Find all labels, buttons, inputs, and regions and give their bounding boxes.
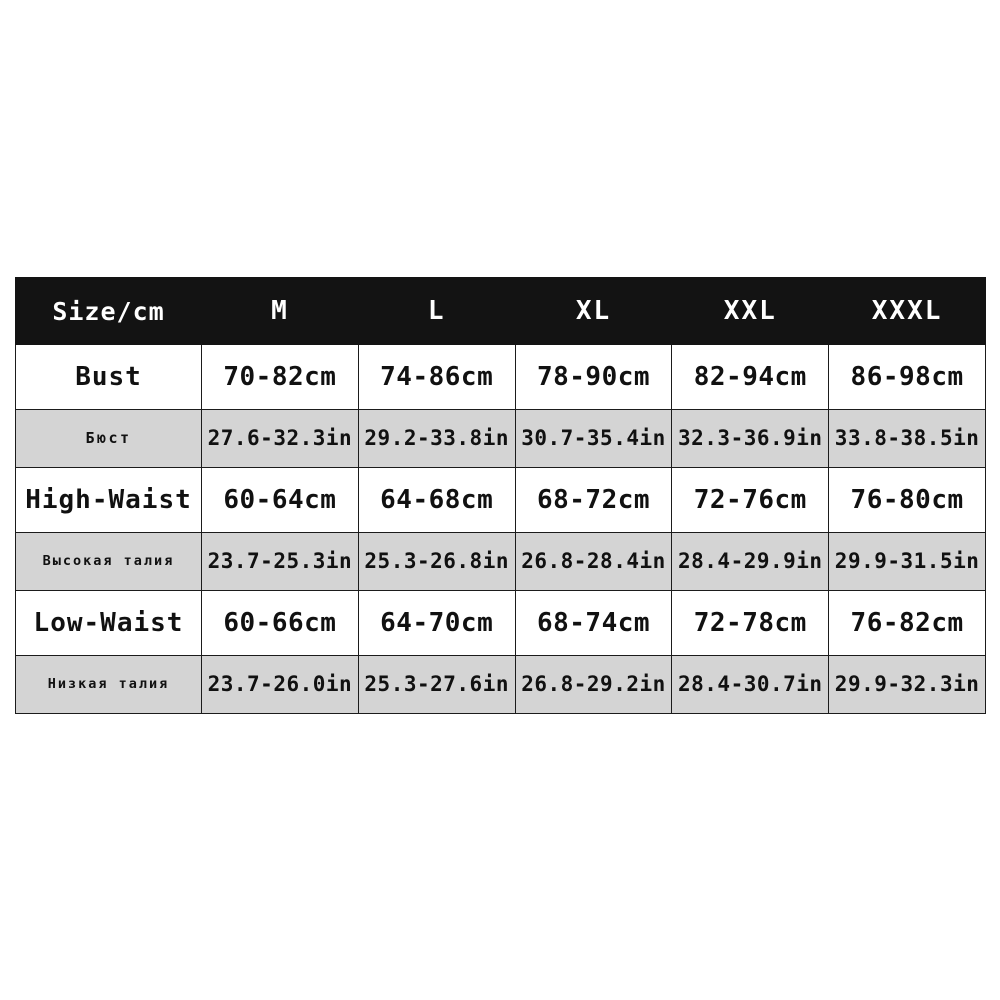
cell-value: 60-66cm: [223, 608, 337, 638]
cell-value: 70-82cm: [223, 362, 337, 392]
cell-value: 29.2-33.8in: [364, 426, 509, 450]
cell-value: 25.3-26.8in: [364, 549, 509, 573]
cell-value: 26.8-28.4in: [521, 549, 666, 573]
table-row: [16, 656, 986, 714]
cell-value: 26.8-29.2in: [521, 672, 666, 696]
cell-value: 23.7-25.3in: [207, 549, 353, 573]
cell-value: 68-72cm: [536, 485, 651, 515]
cell-value: 29.9-31.5in: [834, 549, 980, 573]
column-header-size-label: Size/cm: [52, 296, 165, 326]
column-header-xl-label: XL: [575, 296, 612, 326]
cell-value: 82-94cm: [693, 362, 807, 392]
cell-value: 33.8-38.5in: [834, 426, 980, 450]
cell-value: 64-68cm: [380, 485, 494, 515]
cell-high-waist-cm-xl: [515, 468, 672, 533]
cell-value: 64-70cm: [380, 608, 494, 638]
column-header-m: [202, 278, 359, 345]
cell-low-waist-cm-xl: [515, 591, 672, 656]
row-label-high-waist-in: [16, 533, 202, 591]
size-chart-container: [15, 277, 985, 714]
cell-low-waist-cm-m: [202, 591, 359, 656]
cell-value: 30.7-35.4in: [521, 426, 666, 450]
column-header-xxl-label: XXL: [723, 296, 777, 326]
table-header-row: [16, 278, 986, 345]
cell-value: 32.3-36.9in: [678, 426, 823, 450]
column-header-xxxl: [829, 278, 986, 345]
row-label-text: Бюст: [85, 429, 132, 447]
table-row: [16, 591, 986, 656]
cell-low-waist-cm-xxxl: [829, 591, 986, 656]
cell-bust-cm-xl: [515, 345, 672, 410]
cell-value: 60-64cm: [223, 485, 337, 515]
cell-value: 74-86cm: [380, 362, 494, 392]
size-chart-table: [15, 277, 986, 714]
row-label-text: Low-Waist: [33, 608, 184, 638]
row-label-text: High-Waist: [25, 485, 192, 515]
cell-bust-in-xl: [515, 410, 672, 468]
cell-value: 29.9-32.3in: [834, 672, 980, 696]
row-label-text: Низкая талия: [47, 675, 170, 692]
cell-low-waist-in-xl: [515, 656, 672, 714]
cell-bust-in-xxxl: [829, 410, 986, 468]
cell-low-waist-in-xxl: [672, 656, 829, 714]
row-label-bust-cm: [16, 345, 202, 410]
cell-value: 27.6-32.3in: [207, 426, 353, 450]
column-header-l: [358, 278, 515, 345]
row-label-text: Высокая талия: [42, 552, 175, 569]
cell-high-waist-cm-xxl: [672, 468, 829, 533]
cell-value: 78-90cm: [536, 362, 651, 392]
row-label-bust-in: [16, 410, 202, 468]
row-label-high-waist-cm: [16, 468, 202, 533]
cell-bust-cm-m: [202, 345, 359, 410]
cell-bust-in-m: [202, 410, 359, 468]
row-label-low-waist-in: [16, 656, 202, 714]
cell-high-waist-in-xxxl: [829, 533, 986, 591]
row-label-low-waist-cm: [16, 591, 202, 656]
cell-high-waist-cm-l: [358, 468, 515, 533]
cell-value: 25.3-27.6in: [364, 672, 509, 696]
column-header-xxxl-label: XXXL: [871, 296, 943, 326]
cell-bust-in-xxl: [672, 410, 829, 468]
cell-value: 28.4-29.9in: [678, 549, 823, 573]
table-row: [16, 345, 986, 410]
cell-value: 72-76cm: [693, 485, 807, 515]
cell-value: 76-82cm: [850, 608, 964, 638]
cell-value: 76-80cm: [850, 485, 964, 515]
cell-low-waist-cm-l: [358, 591, 515, 656]
cell-bust-cm-l: [358, 345, 515, 410]
cell-low-waist-in-l: [358, 656, 515, 714]
cell-value: 28.4-30.7in: [678, 672, 823, 696]
cell-high-waist-in-l: [358, 533, 515, 591]
cell-bust-cm-xxl: [672, 345, 829, 410]
cell-high-waist-in-xxl: [672, 533, 829, 591]
row-label-text: Bust: [75, 362, 142, 392]
cell-high-waist-cm-m: [202, 468, 359, 533]
table-row: [16, 533, 986, 591]
cell-value: 72-78cm: [693, 608, 807, 638]
column-header-xl: [515, 278, 672, 345]
table-row: [16, 410, 986, 468]
cell-bust-cm-xxxl: [829, 345, 986, 410]
column-header-xxl: [672, 278, 829, 345]
column-header-m-label: M: [271, 296, 289, 326]
cell-bust-in-l: [358, 410, 515, 468]
cell-high-waist-in-xl: [515, 533, 672, 591]
cell-value: 86-98cm: [850, 362, 964, 392]
cell-low-waist-in-m: [202, 656, 359, 714]
column-header-size: [16, 278, 202, 345]
column-header-l-label: L: [427, 296, 446, 326]
table-row: [16, 468, 986, 533]
cell-high-waist-in-m: [202, 533, 359, 591]
cell-high-waist-cm-xxxl: [829, 468, 986, 533]
cell-value: 68-74cm: [536, 608, 651, 638]
cell-low-waist-in-xxxl: [829, 656, 986, 714]
cell-value: 23.7-26.0in: [207, 672, 353, 696]
cell-low-waist-cm-xxl: [672, 591, 829, 656]
